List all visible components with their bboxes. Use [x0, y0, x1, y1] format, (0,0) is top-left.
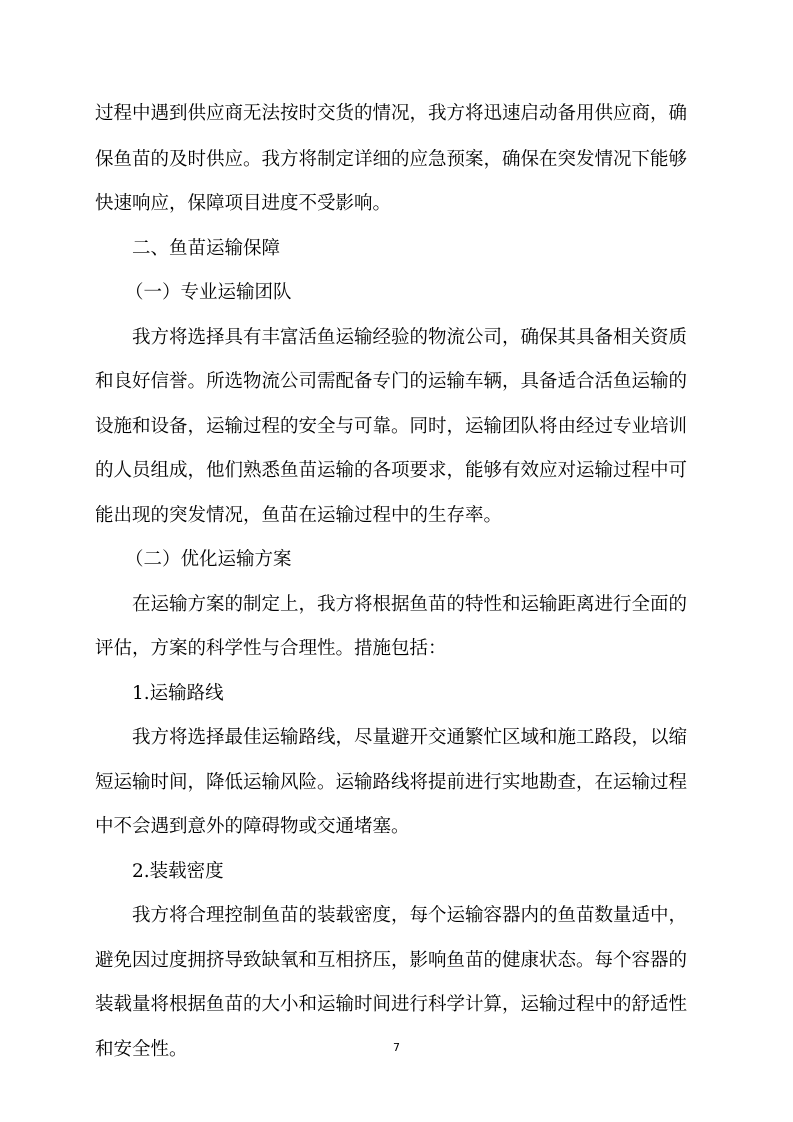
text-line: 的人员组成，他们熟悉鱼苗运输的各项要求，能够有效应对运输过程中可: [95, 460, 688, 481]
text-line: 和安全性。: [95, 1039, 188, 1060]
numbered-heading: 1.运输路线: [132, 683, 224, 704]
text-line: 短运输时间，降低运输风险。运输路线将提前进行实地勘查，在运输过程: [95, 772, 688, 793]
text-line: 过程中遇到供应商无法按时交货的情况，我方将迅速启动备用供应商，确: [95, 103, 688, 124]
page-number: 7: [393, 1041, 400, 1054]
subsection-heading: （一）专业运输团队: [125, 282, 292, 303]
text-line: 避免因过度拥挤导致缺氧和互相挤压，影响鱼苗的健康状态。每个容器的: [95, 950, 688, 971]
numbered-heading: 2.装载密度: [132, 861, 224, 882]
text-line: 我方将选择具有丰富活鱼运输经验的物流公司，确保其具备相关资质: [132, 327, 688, 348]
text-line: 我方将合理控制鱼苗的装载密度，每个运输容器内的鱼苗数量适中，: [132, 905, 688, 926]
text-line: 我方将选择最佳运输路线，尽量避开交通繁忙区域和施工路段，以缩: [132, 727, 688, 748]
text-line: 保鱼苗的及时供应。我方将制定详细的应急预案，确保在突发情况下能够: [95, 149, 688, 170]
text-line: 设施和设备，运输过程的安全与可靠。同时，运输团队将由经过专业培训: [95, 416, 688, 437]
section-heading: 二、鱼苗运输保障: [132, 238, 281, 259]
text-line: 能出现的突发情况，鱼苗在运输过程中的生存率。: [95, 505, 503, 526]
text-line: 和良好信誉。所选物流公司需配备专门的运输车辆，具备适合活鱼运输的: [95, 371, 688, 392]
text-line: 装载量将根据鱼苗的大小和运输时间进行科学计算，运输过程中的舒适性: [95, 994, 688, 1015]
text-line: 快速响应，保障项目进度不受影响。: [95, 193, 392, 214]
text-line: 评估，方案的科学性与合理性。措施包括：: [95, 638, 447, 659]
text-line: 中不会遇到意外的障碍物或交通堵塞。: [95, 816, 410, 837]
subsection-heading: （二）优化运输方案: [125, 549, 292, 570]
text-line: 在运输方案的制定上，我方将根据鱼苗的特性和运输距离进行全面的: [132, 594, 688, 615]
